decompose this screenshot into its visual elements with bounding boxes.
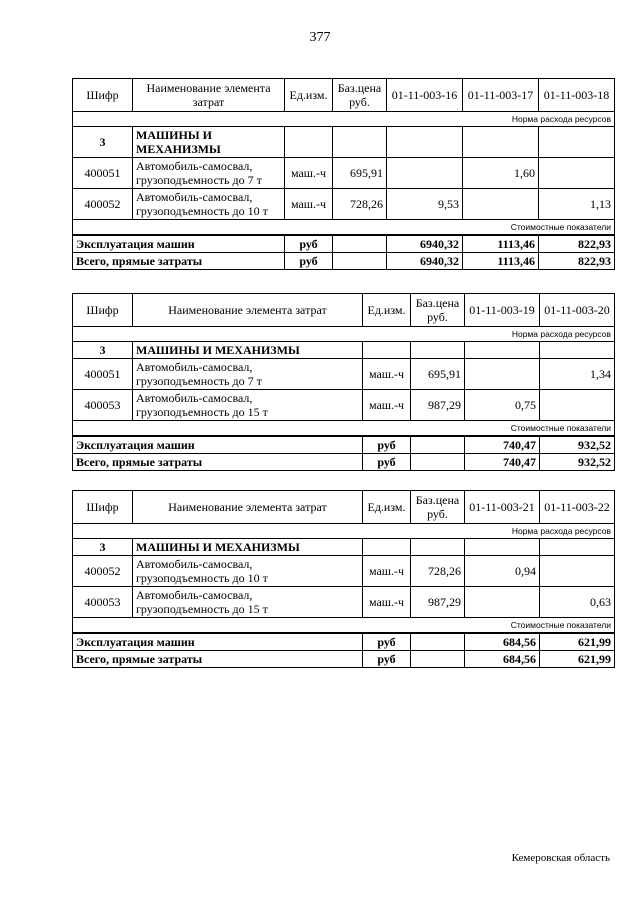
header-col: 01-11-003-21 <box>465 491 540 524</box>
total-label: Эксплуатация машин <box>73 633 363 651</box>
row-value: 9,53 <box>387 189 463 220</box>
row-unit: маш.-ч <box>363 556 411 587</box>
section-title: МАШИНЫ И МЕХАНИЗМЫ <box>133 342 363 359</box>
row-unit: маш.-ч <box>285 189 333 220</box>
total-label: Всего, прямые затраты <box>73 454 363 471</box>
header-col: 01-11-003-16 <box>387 79 463 112</box>
row-unit: маш.-ч <box>285 158 333 189</box>
total-row <box>73 436 615 454</box>
row-name: Автомобиль-самосвал, грузоподъемность до 10 т <box>133 556 363 587</box>
total-unit: руб <box>285 235 333 253</box>
cost-label: Стоимостные показатели <box>73 220 615 236</box>
header-code: Шифр <box>73 491 133 524</box>
row-unit: маш.-ч <box>363 359 411 390</box>
table-header-row <box>73 294 615 327</box>
total-label: Эксплуатация машин <box>73 235 285 253</box>
row-value: 0,94 <box>465 556 540 587</box>
row-value <box>387 158 463 189</box>
norma-row <box>73 524 615 539</box>
row-name: Автомобиль-самосвал, грузоподъемность до 7 т <box>133 158 285 189</box>
total-value: 1113,46 <box>463 235 539 253</box>
section-title: МАШИНЫ И МЕХАНИЗМЫ <box>133 127 285 158</box>
cost-table-3 <box>72 490 615 668</box>
table-row <box>73 390 615 421</box>
norma-row <box>73 327 615 342</box>
header-col: 01-11-003-17 <box>463 79 539 112</box>
row-price: 987,29 <box>411 390 465 421</box>
header-price: Баз.цена руб. <box>411 294 465 327</box>
section-row <box>73 342 615 359</box>
total-value: 822,93 <box>539 235 615 253</box>
row-value <box>540 556 615 587</box>
header-name: Наименование элемента затрат <box>133 491 363 524</box>
cost-label-row <box>73 618 615 634</box>
section-code: 3 <box>73 539 133 556</box>
total-row <box>73 454 615 471</box>
total-value: 684,56 <box>465 633 540 651</box>
section-code: 3 <box>73 342 133 359</box>
table-row <box>73 189 615 220</box>
section-title: МАШИНЫ И МЕХАНИЗМЫ <box>133 539 363 556</box>
total-value: 621,99 <box>540 633 615 651</box>
row-code: 400051 <box>73 359 133 390</box>
row-value: 0,63 <box>540 587 615 618</box>
row-price: 728,26 <box>411 556 465 587</box>
total-row <box>73 633 615 651</box>
row-value <box>539 158 615 189</box>
row-value <box>463 189 539 220</box>
total-value: 1113,46 <box>463 253 539 270</box>
table-header-row <box>73 79 615 112</box>
row-name: Автомобиль-самосвал, грузоподъемность до 7 т <box>133 359 363 390</box>
total-label: Всего, прямые затраты <box>73 253 285 270</box>
header-code: Шифр <box>73 294 133 327</box>
row-value: 0,75 <box>465 390 540 421</box>
row-price: 695,91 <box>411 359 465 390</box>
header-unit: Ед.изм. <box>363 294 411 327</box>
total-unit: руб <box>363 651 411 668</box>
norma-row <box>73 112 615 127</box>
total-label: Эксплуатация машин <box>73 436 363 454</box>
cost-label: Стоимостные показатели <box>73 618 615 634</box>
cost-label: Стоимостные показатели <box>73 421 615 437</box>
total-value: 740,47 <box>465 436 540 454</box>
row-price: 695,91 <box>333 158 387 189</box>
header-unit: Ед.изм. <box>285 79 333 112</box>
row-code: 400052 <box>73 556 133 587</box>
footer-region: Кемеровская область <box>511 852 610 864</box>
total-value: 740,47 <box>465 454 540 471</box>
row-unit: маш.-ч <box>363 390 411 421</box>
row-code: 400051 <box>73 158 133 189</box>
row-name: Автомобиль-самосвал, грузоподъемность до 15 т <box>133 587 363 618</box>
row-value: 1,13 <box>539 189 615 220</box>
header-col: 01-11-003-20 <box>540 294 615 327</box>
row-value <box>465 587 540 618</box>
header-price: Баз.цена руб. <box>333 79 387 112</box>
header-price: Баз.цена руб. <box>411 491 465 524</box>
row-value <box>465 359 540 390</box>
table-row <box>73 587 615 618</box>
total-unit: руб <box>363 436 411 454</box>
total-label: Всего, прямые затраты <box>73 651 363 668</box>
cost-table-2 <box>72 293 615 471</box>
row-value: 1,60 <box>463 158 539 189</box>
total-row <box>73 253 615 270</box>
row-value: 1,34 <box>540 359 615 390</box>
total-unit: руб <box>285 253 333 270</box>
total-unit: руб <box>363 633 411 651</box>
total-value: 6940,32 <box>387 235 463 253</box>
cost-table-1 <box>72 78 615 270</box>
total-value: 621,99 <box>540 651 615 668</box>
norma-label: Норма расхода ресурсов <box>73 524 615 539</box>
row-price: 987,29 <box>411 587 465 618</box>
row-name: Автомобиль-самосвал, грузоподъемность до 10 т <box>133 189 285 220</box>
row-unit: маш.-ч <box>363 587 411 618</box>
table-row <box>73 556 615 587</box>
total-unit: руб <box>363 454 411 471</box>
header-col: 01-11-003-19 <box>465 294 540 327</box>
section-code: 3 <box>73 127 133 158</box>
row-code: 400052 <box>73 189 133 220</box>
norma-label: Норма расхода ресурсов <box>73 112 615 127</box>
norma-label: Норма расхода ресурсов <box>73 327 615 342</box>
section-row <box>73 127 615 158</box>
page-number: 377 <box>309 30 331 45</box>
header-col: 01-11-003-18 <box>539 79 615 112</box>
row-code: 400053 <box>73 587 133 618</box>
header-code: Шифр <box>73 79 133 112</box>
table-row <box>73 359 615 390</box>
cost-label-row <box>73 421 615 437</box>
table-row <box>73 158 615 189</box>
header-unit: Ед.изм. <box>363 491 411 524</box>
total-value: 684,56 <box>465 651 540 668</box>
total-row <box>73 651 615 668</box>
header-col: 01-11-003-22 <box>540 491 615 524</box>
cost-label-row <box>73 220 615 236</box>
row-price: 728,26 <box>333 189 387 220</box>
header-name: Наименование элемента затрат <box>133 79 285 112</box>
row-name: Автомобиль-самосвал, грузоподъемность до 15 т <box>133 390 363 421</box>
section-row <box>73 539 615 556</box>
row-value <box>540 390 615 421</box>
table-header-row <box>73 491 615 524</box>
total-value: 822,93 <box>539 253 615 270</box>
total-row <box>73 235 615 253</box>
header-name: Наименование элемента затрат <box>133 294 363 327</box>
total-value: 6940,32 <box>387 253 463 270</box>
total-value: 932,52 <box>540 454 615 471</box>
total-value: 932,52 <box>540 436 615 454</box>
row-code: 400053 <box>73 390 133 421</box>
